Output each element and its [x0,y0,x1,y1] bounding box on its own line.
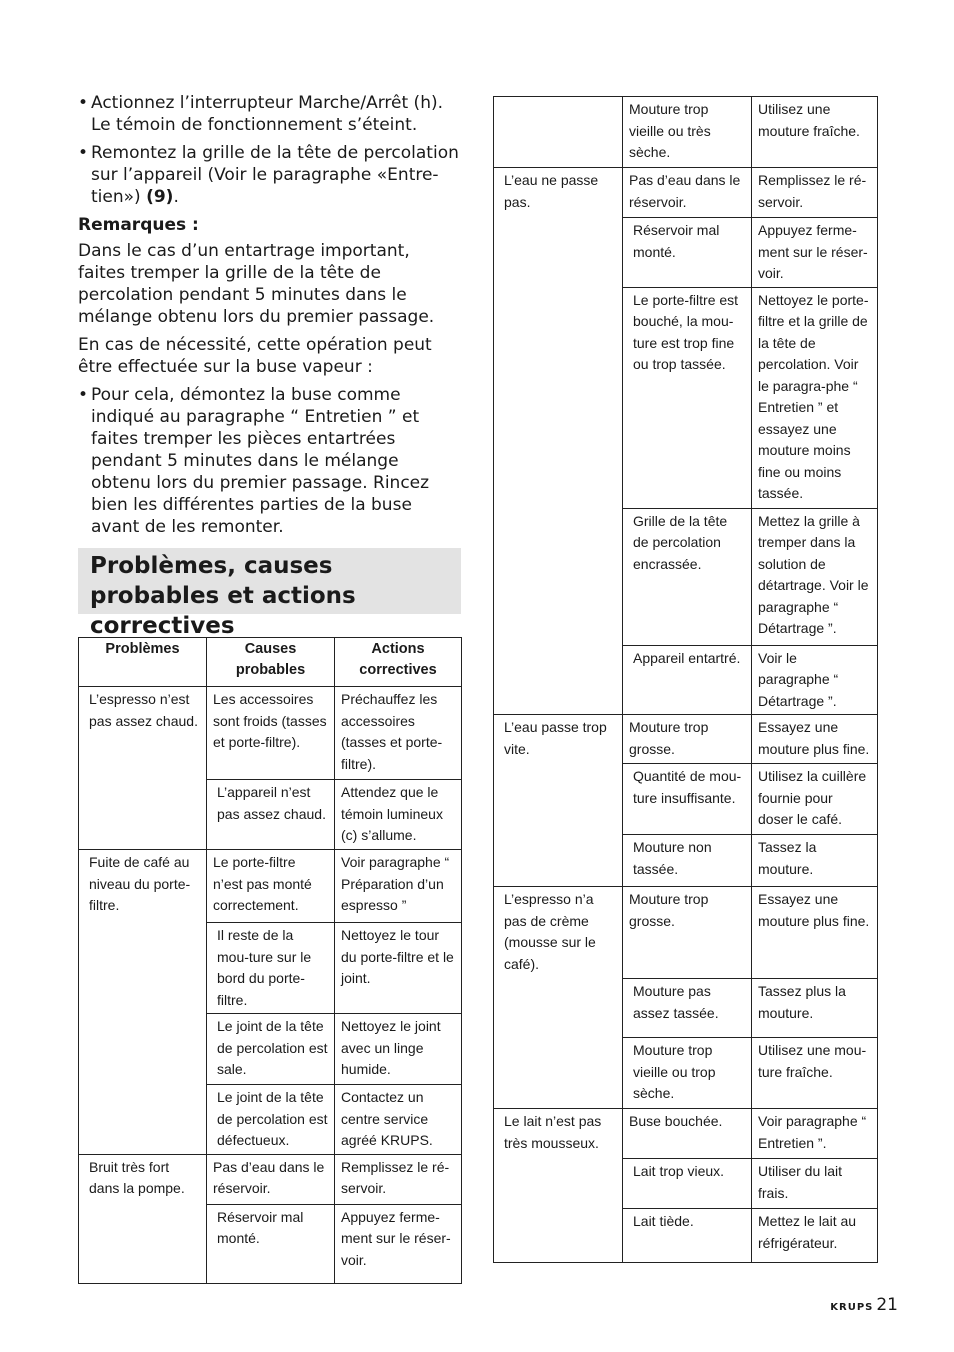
header-problems: Problèmes [79,638,207,687]
action-cell: Tassez plus la mouture. [752,979,878,1038]
cause-cell: Le joint de la tête de percolation est défectueux. [207,1085,335,1155]
remarks-paragraph: En cas de nécessité, cette opération peut être effectuée sur la buse vapeur : [78,335,432,377]
bullet-dot: • [78,143,89,163]
cause-cell: Pas d’eau dans le réservoir. [207,1154,335,1204]
action-cell: Remplissez le ré-servoir. [752,168,878,218]
table-body [79,687,462,1284]
intro-column [78,92,462,544]
table-row [494,1109,878,1159]
cause-cell: Grille de la tête de percolation encrassée. [623,508,752,645]
problem-cell: Bruit très fort dans la pompe. [79,1154,207,1283]
table-row [494,887,878,979]
cause-cell: Lait trop vieux. [623,1159,752,1209]
bullet-text: Pour cela, démontez la buse comme indiqué au paragraphe “ Entretien ” et faites tremper les pièces entartrées pendant 5 minutes dans le mélange obtenu lors du premier passage. Rincez bien les différentes parties de la buse avant de les remonter. [91,385,430,537]
action-cell: Utilisez une mouture fraîche. [752,97,878,168]
table-body [494,97,878,1263]
bullet-item [78,142,462,208]
section-title: Problèmes, causes probables et actions correctives [78,548,461,614]
brand-logo: KRUPS [830,1302,874,1313]
problem-cell: L’eau passe trop vite. [494,715,623,887]
action-cell: Utilisez une mou-ture fraîche. [752,1038,878,1109]
cause-cell: Il reste de la mou-ture sur le bord du porte-filtre. [207,923,335,1014]
action-cell: Essayez une mouture plus fine. [752,887,878,979]
table-row [79,687,462,780]
action-cell: Voir paragraphe “ Préparation d’un espresso ” [335,850,462,923]
bullet-text [91,142,462,208]
cause-cell: Appareil entartré. [623,645,752,715]
cause-cell: Quantité de mou-ture insuffisante. [623,764,752,835]
action-cell: Nettoyez le joint avec un linge humide. [335,1014,462,1085]
cause-cell: Lait tiède. [623,1209,752,1263]
cause-cell: Le joint de la tête de percolation est sale. [207,1014,335,1085]
bullet-text-end: . [173,187,179,207]
cause-cell: Mouture trop vieille ou très sèche. [623,97,752,168]
action-cell: Appuyez ferme-ment sur le réser-voir. [335,1204,462,1283]
cause-cell: Réservoir mal monté. [207,1204,335,1283]
action-cell: Tassez la mouture. [752,835,878,887]
table-row [79,850,462,923]
remarks-paragraph: Dans le cas d’un entartrage important, faites tremper la grille de la tête de percolation pendant 5 minutes dans le mélange obtenu lors du premier passage. [78,241,435,327]
page-number: 21 [876,1295,898,1315]
bullet-text-main: Remontez la grille de la tête de percolation sur l’appareil (Voir le paragraphe «Entre-tien») [91,143,459,207]
bullet-item [78,92,462,136]
troubleshooting-table-left [78,637,462,1284]
action-cell: Essayez une mouture plus fine. [752,715,878,764]
bullet-text: Actionnez l’interrupteur Marche/Arrêt (h). Le témoin de fonctionnement s’éteint. [91,93,444,135]
cause-cell: L’appareil n’est pas assez chaud. [207,780,335,850]
action-cell: Voir le paragraphe “ Détartrage ”. [752,645,878,715]
problem-cell [494,97,623,168]
action-cell: Préchauffez les accessoires (tasses et porte-filtre). [335,687,462,780]
header-actions: Actions correctives [335,638,462,687]
problem-cell: L’eau ne passe pas. [494,168,623,715]
action-cell: Utilisez la cuillère fournie pour doser le café. [752,764,878,835]
page-footer [830,1295,898,1315]
bullet-item [78,384,462,538]
cause-cell: Pas d’eau dans le réservoir. [623,168,752,218]
action-cell: Appuyez ferme-ment sur le réser-voir. [752,218,878,288]
cause-cell: Les accessoires sont froids (tasses et porte-filtre). [207,687,335,780]
table-row [494,97,878,168]
header-causes: Causes probables [207,638,335,687]
action-cell: Remplissez le ré-servoir. [335,1154,462,1204]
table-row [79,1154,462,1204]
cause-cell: Le porte-filtre n’est pas monté correctement. [207,850,335,923]
action-cell: Nettoyez le porte-filtre et la grille de la tête de percolation. Voir le paragra-phe “ Entretien ” et essayez une mouture moins fine ou moins tassée. [752,287,878,508]
figure-reference: (9) [146,187,174,207]
troubleshooting-table-right [493,96,878,1263]
action-cell: Mettez la grille à tremper dans la solution de détartrage. Voir le paragraphe “ Détartrage ”. [752,508,878,645]
bullet-dot: • [78,385,89,405]
problem-cell: L’espresso n’a pas de crème (mousse sur le café). [494,887,623,1109]
cause-cell: Mouture pas assez tassée. [623,979,752,1038]
cause-cell: Mouture non tassée. [623,835,752,887]
action-cell: Contactez un centre service agréé KRUPS. [335,1085,462,1155]
cause-cell: Le porte-filtre est bouché, la mou-ture est trop fine ou trop tassée. [623,287,752,508]
cause-cell: Mouture trop grosse. [623,887,752,979]
action-cell: Utiliser du lait frais. [752,1159,878,1209]
action-cell: Mettez le lait au réfrigérateur. [752,1209,878,1263]
cause-cell: Réservoir mal monté. [623,218,752,288]
cause-cell: Mouture trop grosse. [623,715,752,764]
action-cell: Attendez que le témoin lumineux (c) s’allume. [335,780,462,850]
cause-cell: Buse bouchée. [623,1109,752,1159]
cause-cell: Mouture trop vieille ou trop sèche. [623,1038,752,1109]
problem-cell: L’espresso n’est pas assez chaud. [79,687,207,850]
table-row [494,168,878,218]
action-cell: Voir paragraphe “ Entretien ”. [752,1109,878,1159]
problem-cell: Fuite de café au niveau du porte-filtre. [79,850,207,1155]
table-header-row [79,638,462,687]
problem-cell: Le lait n’est pas très mousseux. [494,1109,623,1263]
table-row [494,715,878,764]
action-cell: Nettoyez le tour du porte-filtre et le joint. [335,923,462,1014]
remarks-heading: Remarques : [78,215,199,235]
bullet-dot: • [78,93,89,113]
